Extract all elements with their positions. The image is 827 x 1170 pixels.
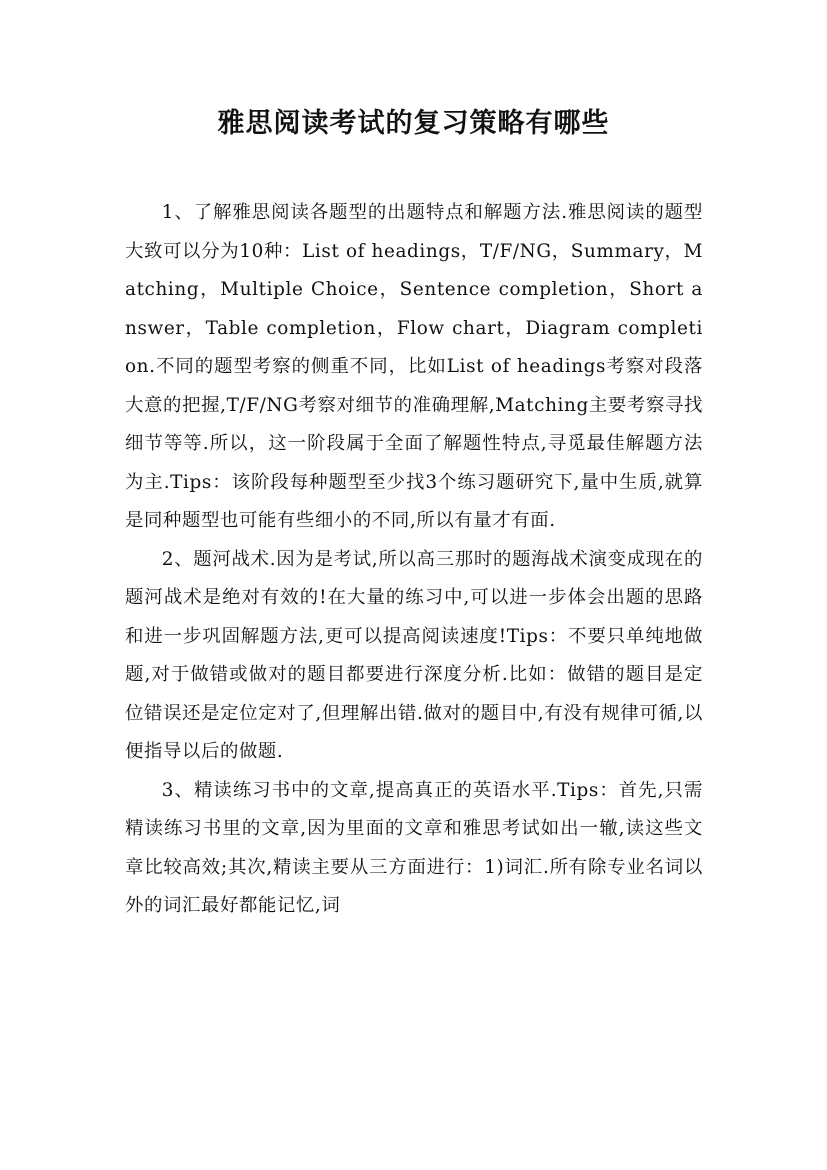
paragraph-3: 3、精读练习书中的文章,提高真正的英语水平.Tips：首先,只需精读练习书里的文章,因为里面的文章和雅思考试如出一辙,读这些文章比较高效;其次,精读主要从三方面进行：1)词汇.所有除专业名词以外的词汇最好都能记忆,词 — [125, 779, 703, 916]
paragraph-2: 2、题河战术.因为是考试,所以高三那时的题海战术演变成现在的题河战术是绝对有效的!在大量的练习中,可以进一步体会出题的思路和进一步巩固解题方法,更可以提高阅读速度!Tips：不要只单纯地做题,对于做错或做对的题目都要进行深度分析.比如：做错的题目是定位错误还是定位定对了,但理解出错.做对的题目中,有没有规律可循,以便指导以后的做题. — [125, 548, 703, 762]
document-title: 雅思阅读考试的复习策略有哪些 — [217, 108, 610, 139]
paragraph-1: 1、了解雅思阅读各题型的出题特点和解题方法.雅思阅读的题型大致可以分为10种：List of headings，T/F/NG，Summary，Matching，Multiple Choice，Sentence completion，Short answer，Table completion，Flow chart，Diagram completion.不同的题型考察的侧重不同，比如List of headings考察对段落大意的把握,T/F/NG考察对细节的准确理解,Matching主要考察寻找细节等等.所以，这一阶段属于全面了解题性特点,寻觅最佳解题方法为主.Tips：该阶段每种题型至少找3个练习题研究下,量中生质,就算是同种题型也可能有些细小的不同,所以有量才有面. — [125, 202, 703, 531]
document-body — [125, 194, 703, 926]
